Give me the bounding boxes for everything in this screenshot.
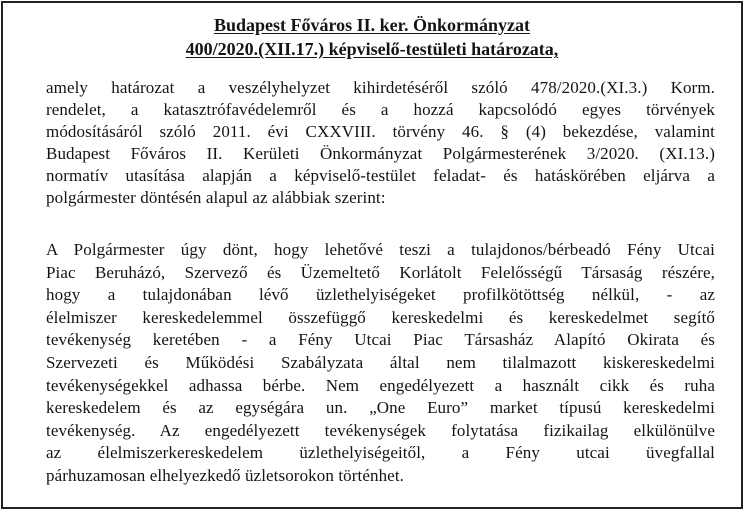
paragraph-line: Szervezeti és Működési Szabályzata által nem tilalmazott kiskereskedelmi: [46, 352, 715, 372]
paragraph-line: módosításáról szóló 2011. évi CXXVIII. törvény 46. § (4) bekezdése, valamint: [46, 122, 715, 141]
paragraph-line: Piac Beruházó, Szervező és Üzemeltető Korlátolt Felelősségű Társaság részére,: [46, 262, 715, 282]
decision-paragraph: [46, 239, 715, 488]
paragraph-line: élelmiszer kereskedelemmel összefüggő kereskedelmi és kereskedelmet segítő: [46, 307, 715, 327]
paragraph-line: tevékenység keretében - a Fény Utcai Piac Társasház Alapító Okirata és: [46, 330, 715, 350]
document-header: [3, 13, 741, 61]
paragraph-line: az élelmiszerkereskedelem üzlethelyiségeitől, a Fény utcai üvegfallal: [46, 443, 715, 463]
header-resolution-number: 400/2020.(XII.17.) képviselő-testületi határozata,: [185, 39, 559, 59]
paragraph-line: Budapest Főváros II. Kerületi Önkormányzat Polgármesterének 3/2020. (XI.13.): [46, 144, 715, 163]
paragraph-line: amely határozat a veszélyhelyzet kihirdetéséről szóló 478/2020.(XI.3.) Korm.: [46, 78, 715, 97]
paragraph-line: kereskedelem és az egységára un. „One Euro” market típusú kereskedelmi: [46, 398, 715, 418]
preamble-paragraph: [46, 77, 715, 209]
paragraph-line: A Polgármester úgy dönt, hogy lehetővé teszi a tulajdonos/bérbeadó Fény Utcai: [46, 240, 715, 259]
paragraph-line: normatív utasítása alapján a képviselő-testület feladat- és hatáskörében eljárva a: [46, 166, 715, 185]
paragraph-line: tevékenységekkel adhassa bérbe. Nem engedélyezett a használt cikk és ruha: [46, 375, 715, 395]
paragraph-line: hogy a tulajdonában lévő üzlethelyiségeket profilkötöttség nélkül, - az: [46, 285, 715, 305]
document-page: [1, 1, 743, 509]
paragraph-line: párhuzamosan elhelyezkedő üzletsorokon történhet.: [46, 465, 404, 485]
paragraph-line: polgármester döntésén alapul az alábbiak szerint:: [46, 188, 386, 207]
paragraph-line: tevékenység. Az engedélyezett tevékenységek folytatása fizikailag elkülönülve: [46, 420, 715, 440]
header-title: Budapest Főváros II. ker. Önkormányzat: [213, 15, 531, 35]
paragraph-line: rendelet, a katasztrófavédelemről és a hozzá kapcsolódó egyes törvények: [46, 100, 715, 119]
